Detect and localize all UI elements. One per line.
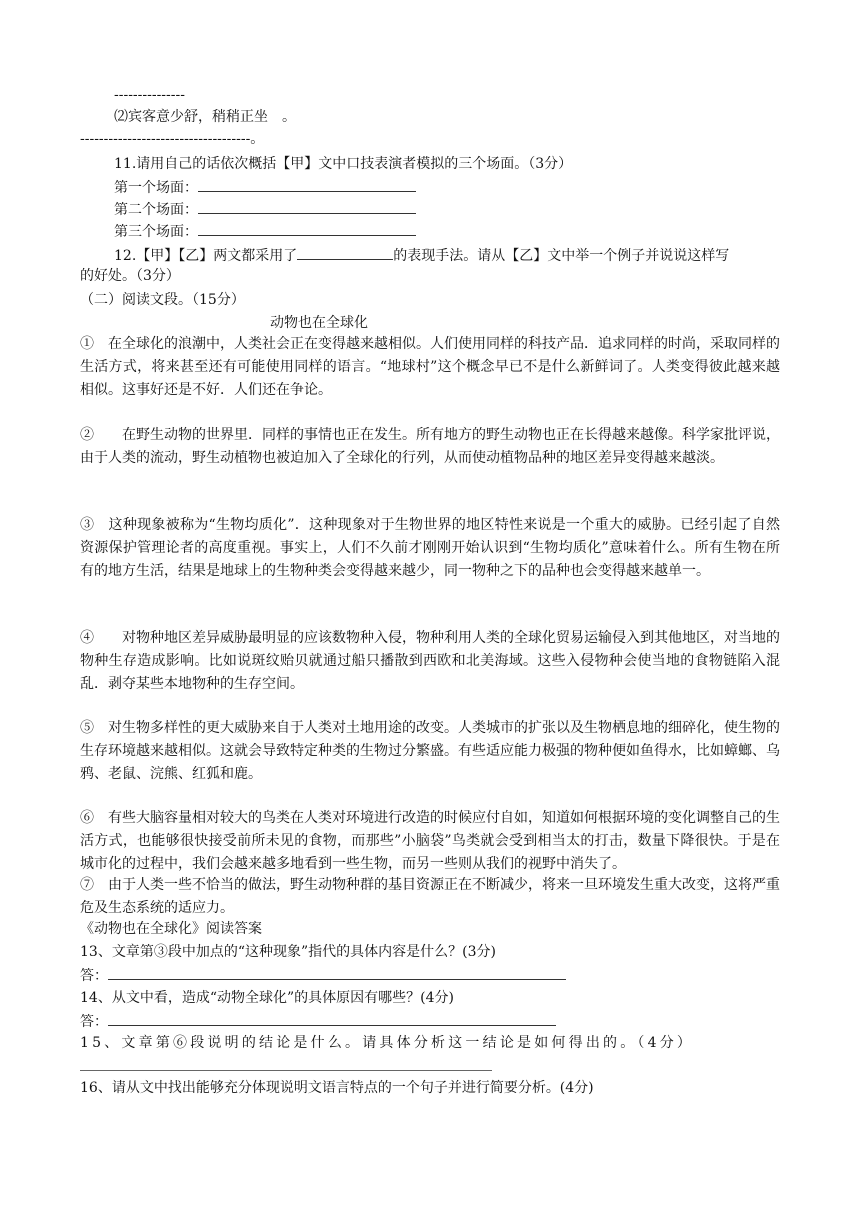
- question-15: 15、文章第⑥段说明的结论是什么。请具体分析这一结论是如何得出的。（4分）: [80, 1035, 695, 1051]
- question-10-2: ⑵宾客意少舒，稍稍正坐 。: [114, 109, 296, 125]
- answer-13-label: 答：: [80, 968, 108, 984]
- question-14: 14、从文中看，造成“动物全球化”的具体原因有哪些？(4分): [80, 990, 454, 1006]
- answers-heading: 《动物也在全球化》阅读答案: [80, 921, 262, 937]
- section-2-heading: （二）阅读文段。（15分）: [80, 292, 245, 308]
- paragraph-3: ③ 这种现象被称为“生物均质化”．这种现象对于生物世界的地区特性来说是一个重大的威胁。已经引起了自然资源保护管理论者的高度重视。事实上，人们不久前才刚刚开始认识到“生物均质化”意味着什么。所有生物在所有的地方生活，结果是地球上的生物种类会变得越来越少，同一物种之下的品种也会变得越来越单一。: [80, 517, 780, 579]
- paragraph-7: ⑦ 由于人类一些不恰当的做法，野生动物种群的基目资源正在不断减少，将来一旦环境发生重大改变，这将严重危及生态系统的适应力。: [80, 877, 780, 916]
- scene-1-label: 第一个场面：: [114, 180, 198, 196]
- scene-2-label: 第二个场面：: [114, 202, 198, 218]
- article-title: 动物也在全球化: [270, 315, 368, 331]
- answer-13-row: [80, 965, 566, 985]
- scene-3-row: [114, 221, 416, 241]
- answer-14-label: 答：: [80, 1014, 108, 1030]
- dash-line-top: ---------------: [114, 87, 185, 103]
- question-12-line2: 的好处。（3分）: [80, 268, 180, 284]
- paragraph-2: ② 在野生动物的世界里．同样的事情也正在发生。所有地方的野生动物也正在长得越来越像。科学家批评说，由于人类的流动，野生动植物也被迫加入了全球化的行列，从而使动植物品种的地区差异变得越来越淡。: [80, 427, 780, 466]
- question-12-part-a: 12.【甲】【乙】两文都采用了: [114, 248, 298, 264]
- question-12-part-b: 的表现手法。请从【乙】文中举一个例子并说说这样写: [393, 248, 730, 264]
- paragraph-5: ⑤ 对生物多样性的更大威胁来自于人类对土地用途的改变。人类城市的扩张以及生物栖息地的细碎化，使生物的生存环境越来越相似。这就会导致特定种类的生物过分繁盛。有些适应能力极强的物种便如鱼得水，比如蟑螂、乌鸦、老鼠、浣熊、红狐和鹿。: [80, 720, 780, 782]
- paragraph-4: ④ 对物种地区差异威胁最明显的应该数物种入侵，物种利用人类的全球化贸易运输侵入到其他地区，对当地的物种生存造成影响。比如说斑纹贻贝就通过船只播散到西欧和北美海域。这些入侵物种会使当地的食物链陷入混乱．剥夺某些本地物种的生存空间。: [80, 630, 780, 692]
- scene-2-row: [114, 199, 416, 219]
- question-13: 13、文章第③段中加点的“这种现象”指代的具体内容是什么？(3分): [80, 944, 496, 960]
- paragraph-6: ⑥ 有些大脑容量相对较大的鸟类在人类对环境进行改造的时候应付自如，知道如何根据环境的变化调整自己的生活方式，也能够很快接受前所未见的食物，而那些”小脑袋”鸟类就会受到相当太的打击，数量下降很快。于是在城市化的过程中，我们会越来越多地看到一些生物，而另一些则从我们的视野中消失了。: [80, 810, 780, 872]
- scene-3-blank[interactable]: [198, 221, 416, 236]
- answer-14-blank[interactable]: [108, 1011, 556, 1026]
- scene-3-label: 第三个场面：: [114, 224, 198, 240]
- scene-1-row: [114, 177, 416, 197]
- scene-2-blank[interactable]: [198, 199, 416, 214]
- answer-14-row: [80, 1011, 556, 1031]
- answer-15-line[interactable]: [80, 1070, 492, 1071]
- question-12-line1: [114, 245, 729, 265]
- question-12-blank[interactable]: [297, 245, 393, 260]
- question-11: 11.请用自己的话依次概括【甲】文中口技表演者模拟的三个场面。（3分）: [114, 156, 573, 172]
- question-16: 16、请从文中找出能够充分体现说明文语言特点的一个句子并进行简要分析。(4分): [80, 1080, 594, 1096]
- answer-13-blank[interactable]: [108, 965, 566, 980]
- paragraph-1: ① 在全球化的浪潮中，人类社会正在变得越来越相似。人们使用同样的科技产品．追求同样的时尚，采取同样的生活方式，将来甚至还有可能使用同样的语言。“地球村”这个概念早已不是什么新鲜词了。人类变得彼此越来越相似。这事好还是不好．人们还在争论。: [80, 336, 780, 398]
- dash-line-long: ------------------------------------。: [80, 131, 265, 147]
- scene-1-blank[interactable]: [198, 177, 416, 192]
